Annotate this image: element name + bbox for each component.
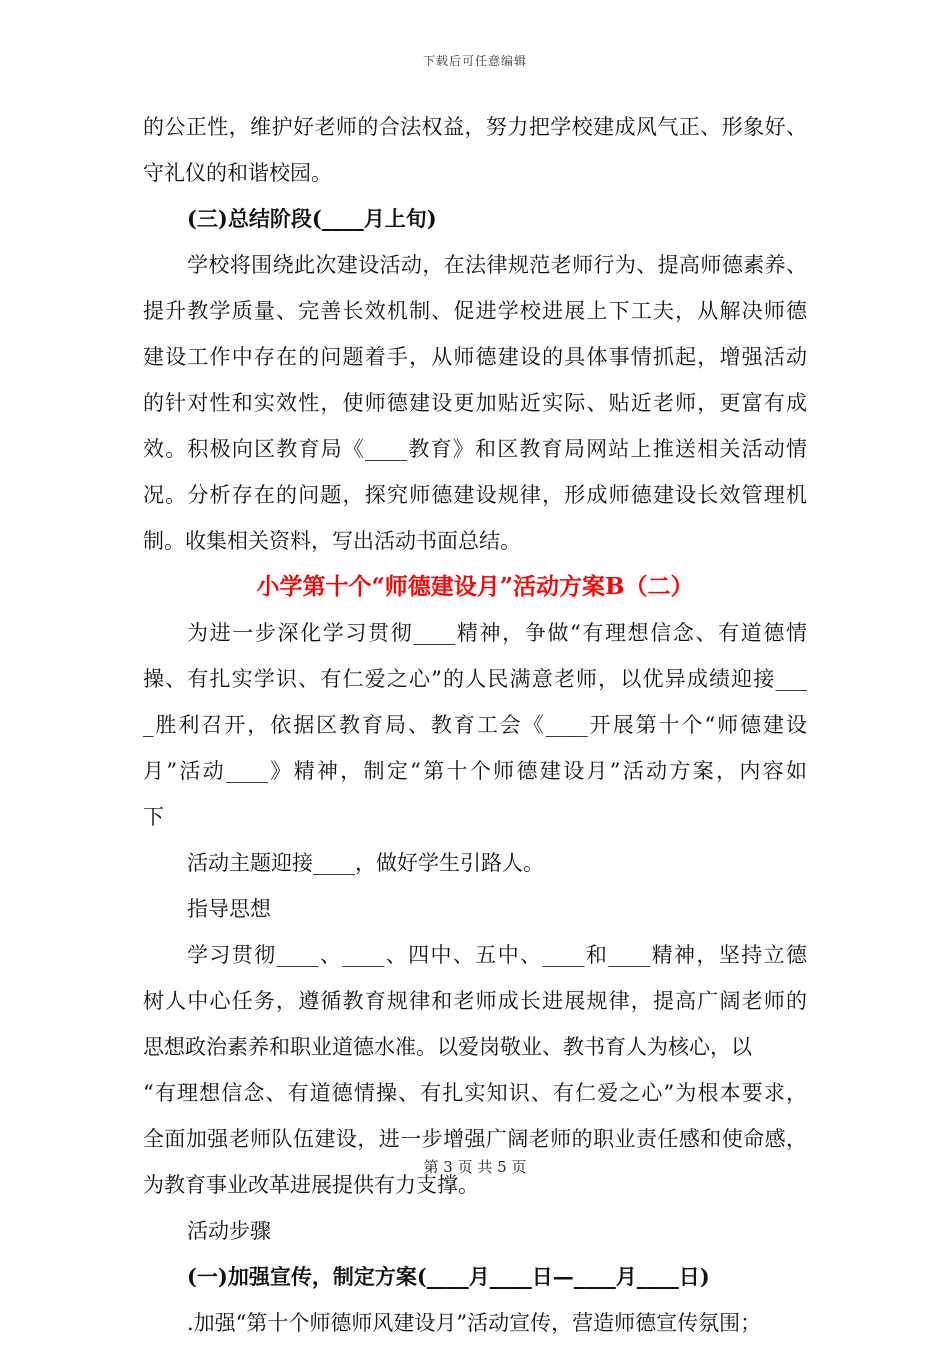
paragraph-line: _胜利召开，依据区教育局、教育工会《____开展第十个“师德建设 <box>143 713 807 737</box>
paragraph-line: 操、有扎实学识、有仁爱之心”的人民满意老师，以优异成绩迎接___ <box>143 667 807 691</box>
paragraph-line: 守礼仪的和谐校园。 <box>143 161 332 185</box>
section-heading: (一)加强宣传，制定方案(____月____日—____月____日) <box>187 1264 710 1289</box>
paragraph-line: 的针对性和实效性，使师德建设更加贴近实际、贴近老师，更富有成 <box>143 391 807 415</box>
paragraph-line: 树人中心任务，遵循教育规律和老师成长进展规律，提高广阔老师的 <box>143 989 807 1013</box>
paragraph-line: 为进一步深化学习贯彻____精神，争做“有理想信念、有道德情 <box>187 621 807 645</box>
paragraph-line: 提升教学质量、完善长效机制、促进学校进展上下工夫，从解决师德 <box>143 299 807 323</box>
paragraph-line: .加强“第十个师德师风建设月”活动宣传，营造师德宣传氛围； <box>187 1311 762 1335</box>
document-title: 小学第十个“师德建设月”活动方案B（二） <box>256 573 694 600</box>
activity-theme: 活动主题迎接____，做好学生引路人。 <box>187 851 544 875</box>
paragraph-line: 思想政治素养和职业道德水准。以爱岗敬业、教书育人为核心，以 <box>143 1035 752 1059</box>
subheading-guiding-ideology: 指导思想 <box>187 897 271 921</box>
paragraph-line: 学习贯彻____、____、四中、五中、____和____精神，坚持立德 <box>187 943 807 967</box>
paragraph-line: “有理想信念、有道德情操、有扎实知识、有仁爱之心”为根本要求， <box>143 1081 807 1105</box>
paragraph-line: 下 <box>143 805 164 829</box>
subheading-activity-steps: 活动步骤 <box>187 1219 271 1243</box>
paragraph-line: 学校将围绕此次建设活动，在法律规范老师行为、提高师德素养、 <box>187 253 807 277</box>
paragraph-line: 月”活动____》精神，制定“第十个师德建设月”活动方案，内容如 <box>143 759 807 783</box>
paragraph-line: 的公正性，维护好老师的合法权益，努力把学校建成风气正、形象好、 <box>143 115 807 139</box>
paragraph-line: 制。收集相关资料，写出活动书面总结。 <box>143 529 521 553</box>
paragraph-line: 全面加强老师队伍建设，进一步增强广阔老师的职业责任感和使命感， <box>143 1127 807 1151</box>
paragraph-line: 为教育事业改革进展提供有力支撑。 <box>143 1173 479 1197</box>
paragraph-line: 况。分析存在的问题，探究师德建设规律，形成师德建设长效管理机 <box>143 483 807 507</box>
page-footer: 第 3 页 共 5 页 <box>423 1158 527 1176</box>
paragraph-line: 效。积极向区教育局《____教育》和区教育局网站上推送相关活动情 <box>143 437 807 461</box>
section-heading: (三)总结阶段(____月上旬) <box>187 206 437 231</box>
page-header: 下载后可任意编辑 <box>422 54 527 68</box>
paragraph-line: 建设工作中存在的问题着手，从师德建设的具体事情抓起，增强活动 <box>143 345 807 369</box>
